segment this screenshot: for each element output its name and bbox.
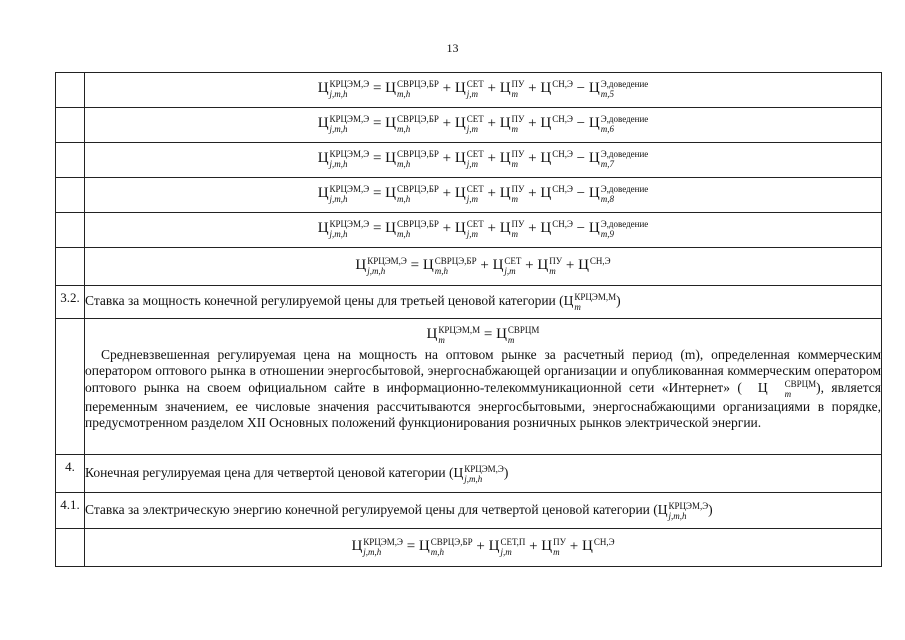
section-number: 4.1.: [56, 493, 85, 529]
row-number-cell: [56, 529, 85, 567]
section-body-cell: [85, 319, 882, 455]
formula-cell: [85, 73, 882, 108]
formula-m6: Ц КРЦЭМ,Э j,m,h = Ц СВРЦЭ,БР m,h + Ц СЕТ j,m + Ц ПУ m + Ц СН,Э − Ц Э,доведение m,6: [317, 114, 649, 134]
formula-m8: Ц КРЦЭМ,Э j,m,h = Ц СВРЦЭ,БР m,h + Ц СЕТ j,m + Ц ПУ m + Ц СН,Э − Ц Э,доведение m,8: [317, 184, 649, 204]
row-number-cell: [56, 143, 85, 178]
section-title: Ставка за мощность конечной регулируемой цены для третьей ценовой категории (Ц КРЦЭМ,М m ): [85, 292, 621, 312]
row-number-cell: [56, 319, 85, 455]
row-number-cell: [56, 108, 85, 143]
tariff-table: [55, 72, 882, 567]
row-number-cell: [56, 178, 85, 213]
formula-cell: [85, 108, 882, 143]
section-number: 4.: [56, 455, 85, 493]
page-number: 13: [446, 41, 459, 55]
formula-cell: [85, 248, 882, 286]
section-title: Ставка за электрическую энергию конечной регулируемой цены для четвертой ценовой категории (Ц КРЦЭМ,Э j,m,h ): [85, 501, 713, 521]
section-number: 3.2.: [56, 286, 85, 319]
section-title-cell: [85, 493, 882, 529]
row-number-cell: [56, 213, 85, 248]
formula-cell: [85, 178, 882, 213]
formula-m7: Ц КРЦЭМ,Э j,m,h = Ц СВРЦЭ,БР m,h + Ц СЕТ j,m + Ц ПУ m + Ц СН,Э − Ц Э,доведение m,7: [317, 149, 649, 169]
formula-m9: Ц КРЦЭМ,Э j,m,h = Ц СВРЦЭ,БР m,h + Ц СЕТ j,m + Ц ПУ m + Ц СН,Э − Ц Э,доведение m,9: [317, 219, 649, 239]
section-title: Конечная регулируемая цена для четвертой ценовой категории (Ц КРЦЭМ,Э j,m,h ): [85, 464, 509, 484]
formula-cell: [85, 213, 882, 248]
section-title-cell: [85, 286, 882, 319]
formula-capacity: Ц КРЦЭМ,М m = Ц СВРЦМ m: [426, 325, 540, 345]
formula-fourth-category: Ц КРЦЭМ,Э j,m,h = Ц СВРЦЭ,БР m,h + Ц СЕТ,П j,m + Ц ПУ m + Ц СН,Э: [351, 537, 615, 557]
row-number-cell: [56, 248, 85, 286]
formula-total: Ц КРЦЭМ,Э j,m,h = Ц СВРЦЭ,БР m,h + Ц СЕТ j,m + Ц ПУ m + Ц СН,Э: [355, 256, 611, 276]
capacity-description: Средневзвешенная регулируемая цена на мощность на оптовом рынке за расчетный период (m), определенная коммерческим оператором оптового рынка в отношении энергосбытовой, энергоснабжающей организации и опубликованная коммерческим оператором оптового рынка на своем официальном сайте в информационно-телекоммуникационной сети «Интернет» ( Ц СВРЦМ m ), является переменным значением, ее числовые значения рассчитываются энергосбытовыми, энергоснабжающими организациями в порядке, предусмотренном разделом XII Основных положений функционирования розничных рынков электрической энергии.: [85, 347, 881, 430]
section-title-cell: [85, 455, 882, 493]
formula-cell: [85, 143, 882, 178]
row-number-cell: [56, 73, 85, 108]
formula-cell: [85, 529, 882, 567]
formula-m5: Ц КРЦЭМ,Э j,m,h = Ц СВРЦЭ,БР m,h + Ц СЕТ j,m + Ц ПУ m + Ц СН,Э − Ц Э,доведение m,5: [317, 79, 649, 99]
